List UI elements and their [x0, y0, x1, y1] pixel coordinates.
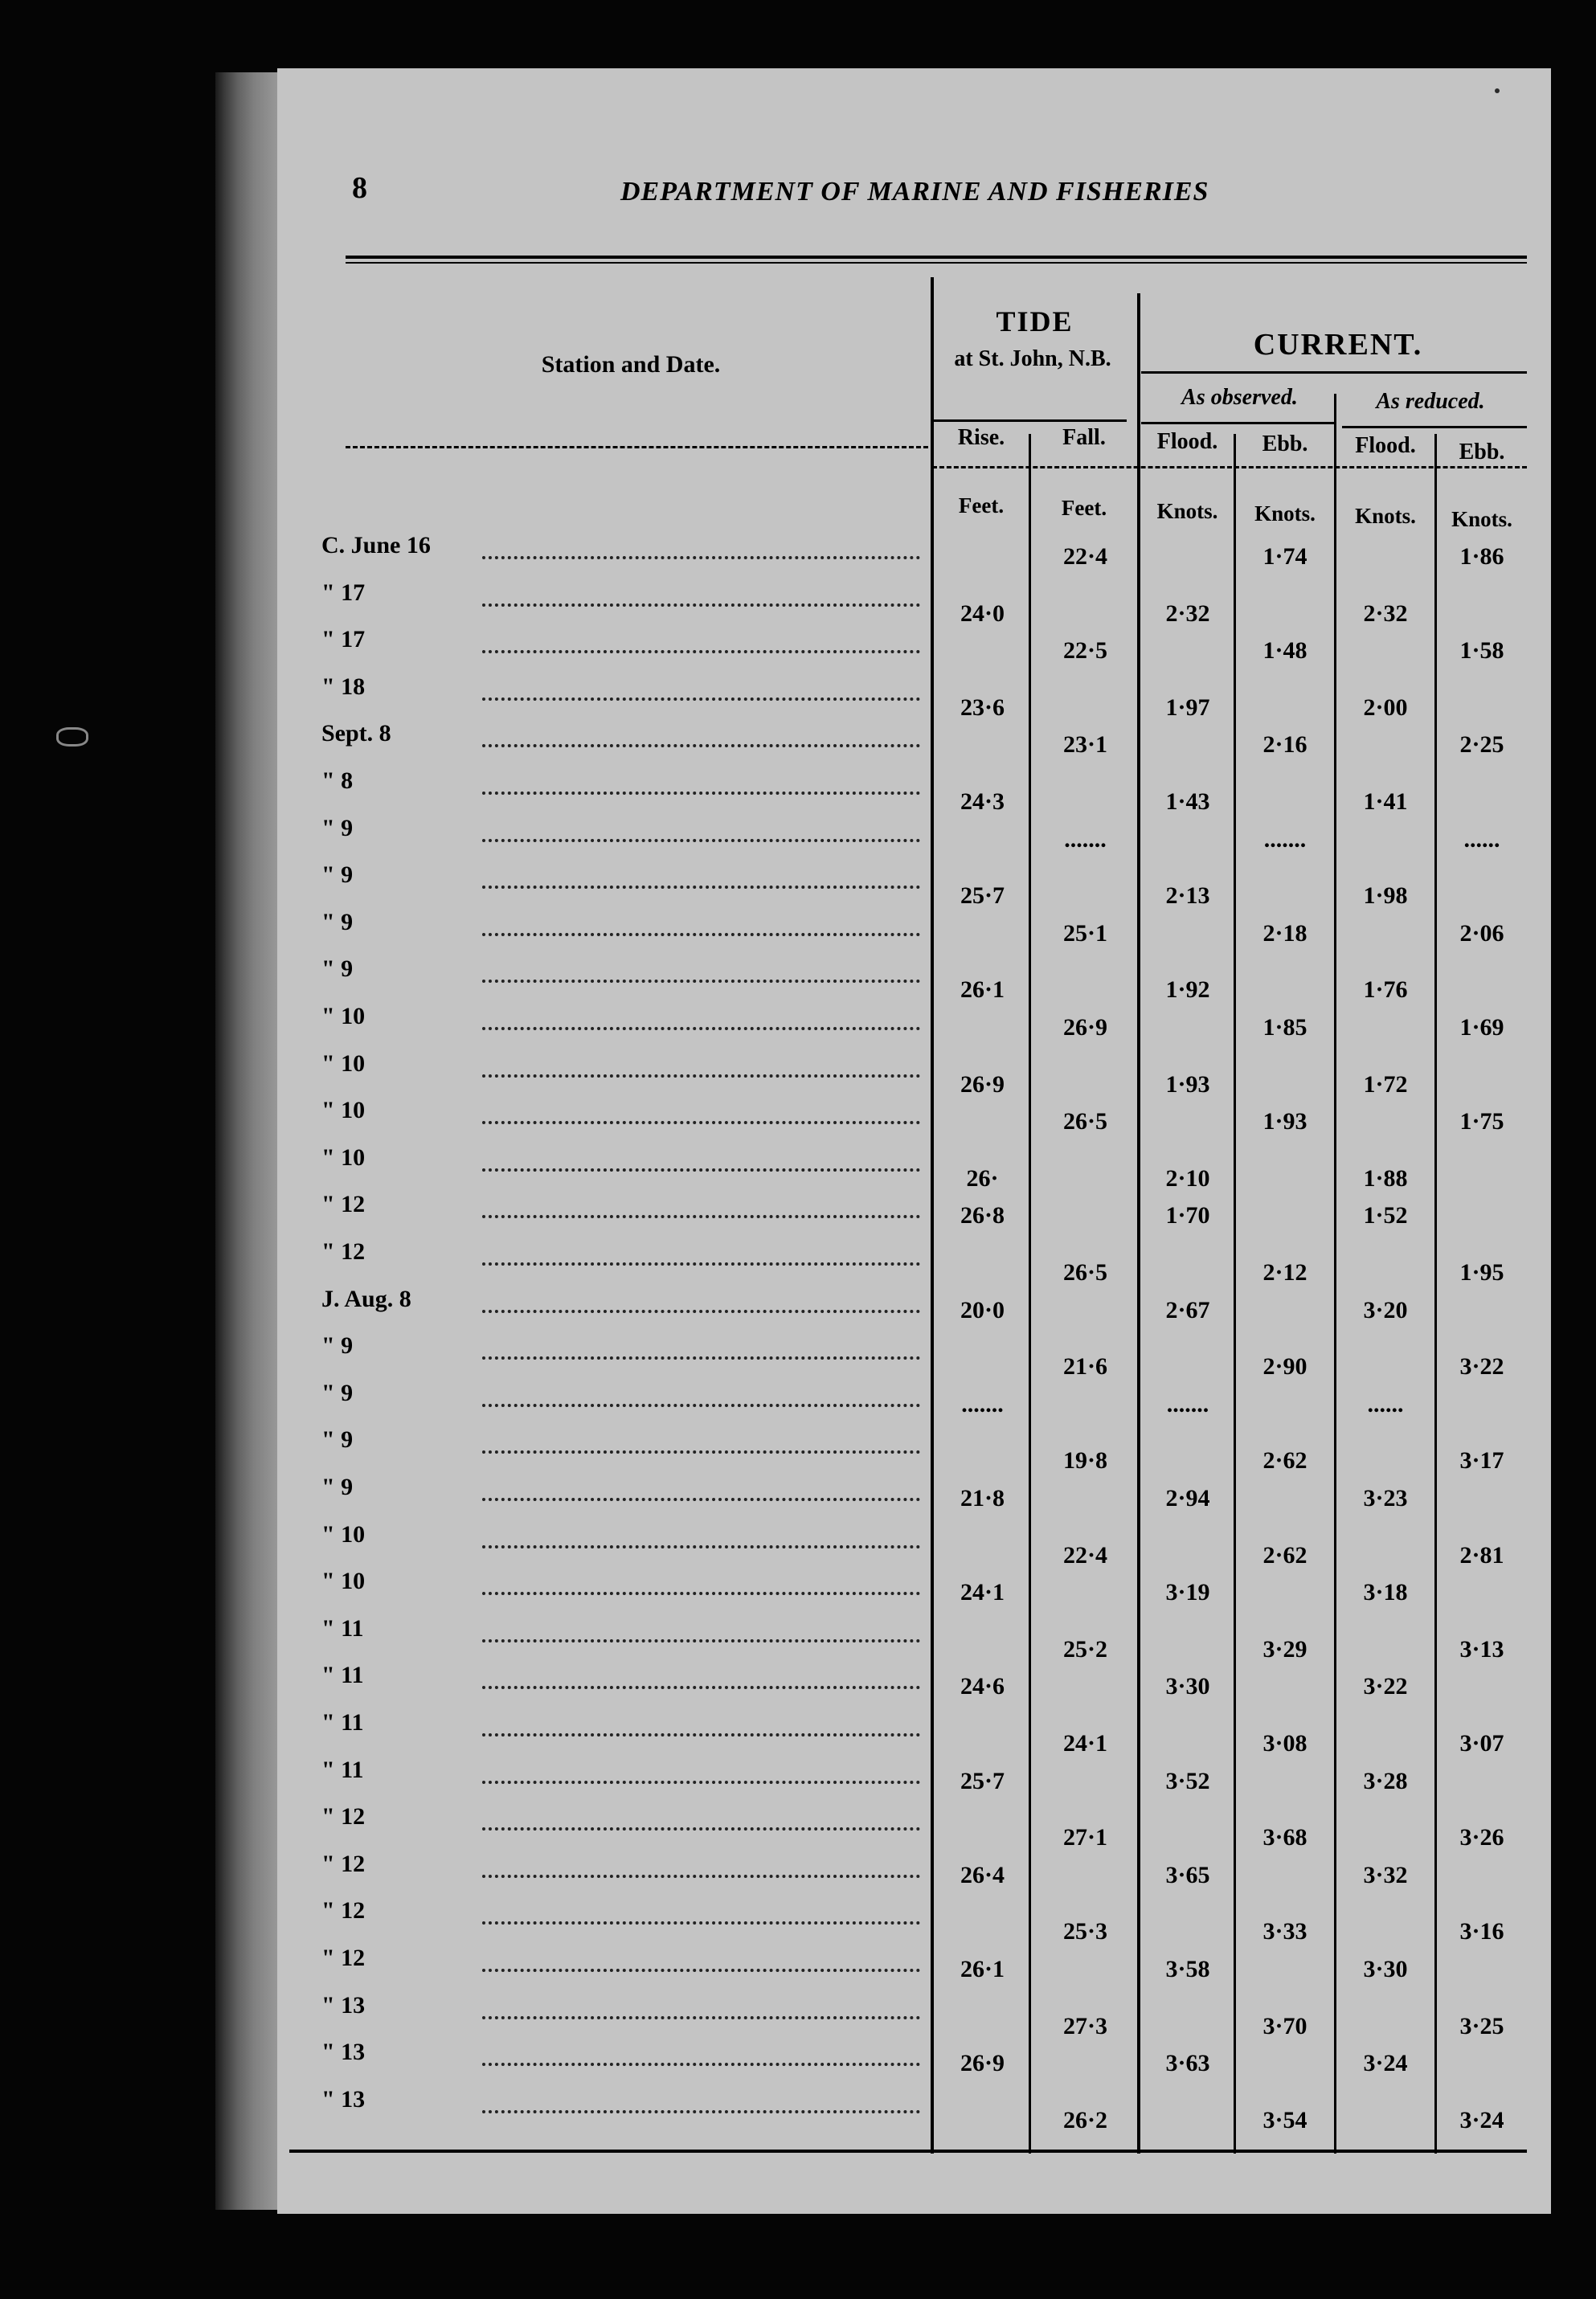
table-row — [0, 1286, 1596, 1332]
ebb-obs-cell: 3·33 — [1262, 1918, 1307, 1945]
station-date-cell: " 12 — [321, 1945, 366, 1971]
dot-leader — [482, 1310, 920, 1313]
flood-red-cell: 3·20 — [1363, 1297, 1408, 1323]
flood-obs-cell: 1·93 — [1165, 1071, 1210, 1098]
station-date-cell: " 9 — [321, 955, 354, 982]
flood-red-cell: 3·22 — [1363, 1673, 1408, 1700]
station-date-cell: " 12 — [321, 1238, 366, 1265]
table-row — [0, 1144, 1596, 1191]
fall-cell: 25·1 — [1062, 920, 1107, 947]
fall-cell: 26·2 — [1062, 2107, 1107, 2133]
table-row — [0, 1426, 1596, 1473]
rise-cell: 26·9 — [960, 1071, 1005, 1098]
table-row — [0, 1803, 1596, 1850]
dot-leader — [482, 2110, 920, 2113]
dot-leader — [482, 1404, 920, 1407]
fall-cell: 22·5 — [1062, 637, 1107, 664]
station-date-cell: C. June 16 — [321, 532, 431, 558]
flood-red-cell: 2·00 — [1363, 694, 1408, 721]
ebb-reduced-header: Ebb. — [1459, 440, 1505, 464]
flood-observed-unit: Knots. — [1156, 499, 1218, 523]
station-date-cell: " 9 — [321, 1332, 354, 1359]
ebb-obs-cell: 1·93 — [1262, 1108, 1307, 1135]
dot-leader — [482, 556, 920, 559]
ebb-obs-cell: 2·62 — [1262, 1447, 1307, 1474]
flood-obs-cell: 3·52 — [1165, 1768, 1210, 1794]
flood-obs-cell: 3·63 — [1165, 2050, 1210, 2076]
dot-leader — [482, 650, 920, 653]
dot-leader — [482, 1121, 920, 1124]
ebb-obs-cell: 1·85 — [1262, 1014, 1307, 1041]
rise-unit: Feet. — [958, 493, 1005, 517]
station-date-cell: " 10 — [321, 1521, 366, 1548]
station-date-cell: " 11 — [321, 1709, 364, 1736]
ebb-obs-cell: 2·12 — [1262, 1259, 1307, 1286]
rise-cell: 26·8 — [960, 1202, 1005, 1229]
ebb-red-cell: 3·16 — [1459, 1918, 1504, 1945]
flood-red-cell: 1·98 — [1363, 882, 1408, 909]
tide-header: TIDE — [996, 305, 1074, 337]
station-date-cell: " 11 — [321, 1662, 364, 1688]
fall-cell: 22·4 — [1062, 1542, 1107, 1569]
flood-obs-cell: 2·13 — [1165, 882, 1210, 909]
table-row — [0, 1568, 1596, 1614]
table-row — [0, 1003, 1596, 1049]
table-row — [0, 955, 1596, 1002]
ebb-red-cell: 1·75 — [1459, 1108, 1504, 1135]
rise-cell: 23·6 — [960, 694, 1005, 721]
flood-red-cell: 1·52 — [1363, 1202, 1408, 1229]
ebb-reduced-unit: Knots. — [1451, 507, 1512, 531]
flood-red-cell: 1·72 — [1363, 1071, 1408, 1098]
rise-cell: 21·8 — [960, 1485, 1005, 1512]
dot-leader — [482, 1639, 920, 1642]
fall-cell: 26·9 — [1062, 1014, 1107, 1041]
station-date-cell: " 12 — [321, 1897, 366, 1924]
dot-leader — [482, 1686, 920, 1689]
station-date-cell: " 10 — [321, 1568, 366, 1594]
fall-cell: 27·1 — [1062, 1824, 1107, 1851]
reduced-underline — [1342, 426, 1527, 428]
fall-cell: 23·1 — [1062, 731, 1107, 758]
fall-cell: 26·5 — [1062, 1259, 1107, 1286]
table-row — [0, 1191, 1596, 1237]
station-date-cell: " 17 — [321, 579, 366, 606]
table-row — [0, 1097, 1596, 1143]
table-row — [0, 626, 1596, 673]
ebb-red-cell: 3·22 — [1459, 1353, 1504, 1380]
ebb-obs-cell: 3·29 — [1262, 1636, 1307, 1663]
fall-cell: 22·4 — [1062, 543, 1107, 570]
dot-leader — [482, 2016, 920, 2019]
ebb-red-cell: 3·07 — [1459, 1730, 1504, 1757]
as-reduced-header: As reduced. — [1376, 389, 1485, 414]
station-date-cell: J. Aug. 8 — [321, 1286, 411, 1312]
ebb-red-cell: 1·86 — [1459, 543, 1504, 570]
dot-leader — [482, 1827, 920, 1831]
table-row — [0, 1709, 1596, 1756]
ebb-red-cell: 3·17 — [1459, 1447, 1504, 1474]
flood-reduced-unit: Knots. — [1355, 504, 1416, 528]
dot-leader — [482, 744, 920, 747]
station-date-header: Station and Date. — [541, 351, 721, 378]
fall-cell: 25·3 — [1062, 1918, 1107, 1945]
dot-leader — [482, 1592, 920, 1595]
flood-obs-cell: 3·58 — [1165, 1956, 1210, 1982]
station-date-cell: " 8 — [321, 767, 354, 794]
table-row — [0, 720, 1596, 767]
table-row — [0, 1332, 1596, 1379]
rise-cell: 26·9 — [960, 2050, 1005, 2076]
station-date-cell: " 13 — [321, 2086, 366, 2113]
station-date-cell: " 12 — [321, 1803, 366, 1830]
ebb-obs-cell: 2·16 — [1262, 731, 1307, 758]
station-date-cell: " 12 — [321, 1191, 366, 1217]
dot-leader — [482, 1215, 920, 1218]
station-date-cell: " 12 — [321, 1851, 366, 1877]
tide-underline — [934, 419, 1127, 422]
rise-cell: 24·0 — [960, 600, 1005, 627]
ebb-obs-cell: 3·08 — [1262, 1730, 1307, 1757]
station-date-cell: " 9 — [321, 1380, 354, 1406]
ebb-red-cell: 2·25 — [1459, 731, 1504, 758]
flood-obs-cell: 2·94 — [1165, 1485, 1210, 1512]
dot-leader — [482, 886, 920, 889]
ebb-red-cell: 3·25 — [1459, 2013, 1504, 2039]
ebb-red-cell: 2·06 — [1459, 920, 1504, 947]
flood-red-cell: ...... — [1367, 1391, 1404, 1417]
ebb-red-cell: 1·95 — [1459, 1259, 1504, 1286]
top-rule — [346, 256, 1527, 259]
table-row — [0, 1238, 1596, 1285]
table-row — [0, 1945, 1596, 1991]
station-date-cell: " 10 — [321, 1097, 366, 1123]
flood-red-cell: 1·41 — [1363, 788, 1408, 815]
ebb-red-cell: 1·69 — [1459, 1014, 1504, 1041]
table-row — [0, 1897, 1596, 1944]
flood-obs-cell: 1·92 — [1165, 976, 1210, 1003]
table-row — [0, 1521, 1596, 1568]
dot-leader — [482, 1027, 920, 1030]
rise-cell: 24·3 — [960, 788, 1005, 815]
dot-leader — [482, 1168, 920, 1172]
scan-speck — [56, 727, 88, 747]
flood-red-cell: 1·88 — [1363, 1165, 1408, 1192]
rise-cell: 25·7 — [960, 1768, 1005, 1794]
table-row — [0, 1662, 1596, 1708]
dot-leader — [482, 1498, 920, 1501]
station-date-cell: " 13 — [321, 2039, 366, 2065]
rise-cell: 25·7 — [960, 882, 1005, 909]
ebb-obs-cell: 2·62 — [1262, 1542, 1307, 1569]
current-underline — [1141, 371, 1527, 374]
flood-obs-cell: 1·43 — [1165, 788, 1210, 815]
page-number: 8 — [352, 171, 367, 205]
flood-obs-cell: 1·97 — [1165, 694, 1210, 721]
fall-cell: 21·6 — [1062, 1353, 1107, 1380]
dot-leader — [482, 1262, 920, 1266]
flood-red-cell: 3·24 — [1363, 2050, 1408, 2076]
rise-header: Rise. — [957, 425, 1005, 450]
station-date-cell: " 9 — [321, 909, 354, 935]
rise-cell: 24·6 — [960, 1673, 1005, 1700]
table-row — [0, 909, 1596, 955]
top-rule-double — [346, 262, 1527, 264]
dot-leader — [482, 1875, 920, 1878]
dot-leader — [482, 933, 920, 936]
fall-cell: 26·5 — [1062, 1108, 1107, 1135]
table-row — [0, 767, 1596, 814]
ebb-red-cell: 3·24 — [1459, 2107, 1504, 2133]
station-date-cell: Sept. 8 — [321, 720, 391, 747]
dot-leader — [482, 697, 920, 701]
dot-leader — [482, 980, 920, 983]
dot-leader — [482, 1356, 920, 1360]
dot-leader — [482, 1781, 920, 1784]
table-row — [0, 1050, 1596, 1097]
table-row — [0, 1380, 1596, 1426]
flood-reduced-header: Flood. — [1355, 433, 1416, 458]
station-date-cell: " 10 — [321, 1003, 366, 1029]
ebb-red-cell: 3·26 — [1459, 1824, 1504, 1851]
table-row — [0, 1474, 1596, 1520]
fall-cell: 24·1 — [1062, 1730, 1107, 1757]
table-row — [0, 579, 1596, 626]
ebb-obs-cell: ....... — [1263, 826, 1307, 853]
flood-red-cell: 3·30 — [1363, 1956, 1408, 1982]
scan-speck — [1495, 88, 1500, 93]
station-date-cell: " 10 — [321, 1050, 366, 1077]
table-row — [0, 1757, 1596, 1803]
dot-leader — [482, 2063, 920, 2066]
rise-cell: 24·1 — [960, 1579, 1005, 1606]
flood-obs-cell: 2·67 — [1165, 1297, 1210, 1323]
table-row — [0, 673, 1596, 720]
flood-red-cell: 1·76 — [1363, 976, 1408, 1003]
flood-red-cell: 3·32 — [1363, 1862, 1408, 1888]
station-date-cell: " 11 — [321, 1615, 364, 1642]
flood-obs-cell: 3·19 — [1165, 1579, 1210, 1606]
current-header: CURRENT. — [1253, 328, 1423, 362]
ebb-red-cell: 3·13 — [1459, 1636, 1504, 1663]
fall-cell: 27·3 — [1062, 2013, 1107, 2039]
rise-cell: ....... — [961, 1391, 1004, 1417]
ebb-obs-cell: 3·68 — [1262, 1824, 1307, 1851]
station-date-cell: " 13 — [321, 1992, 366, 2019]
ebb-red-cell: 2·81 — [1459, 1542, 1504, 1569]
dot-leader — [482, 1921, 920, 1925]
flood-obs-cell: 2·32 — [1165, 600, 1210, 627]
ebb-obs-cell: 3·70 — [1262, 2013, 1307, 2039]
station-date-cell: " 17 — [321, 626, 366, 652]
flood-obs-cell: ....... — [1166, 1391, 1209, 1417]
flood-red-cell: 3·28 — [1363, 1768, 1408, 1794]
station-header-dash — [346, 446, 928, 448]
station-date-cell: " 18 — [321, 673, 366, 700]
station-date-cell: " 9 — [321, 861, 354, 888]
rise-cell: 26·1 — [960, 976, 1005, 1003]
station-date-cell: " 10 — [321, 1144, 366, 1171]
ebb-observed-header: Ebb. — [1262, 432, 1308, 456]
rise-cell: 26·4 — [960, 1862, 1005, 1888]
dot-leader — [482, 603, 920, 607]
station-date-cell: " 9 — [321, 815, 354, 841]
flood-obs-cell: 3·30 — [1165, 1673, 1210, 1700]
dot-leader — [482, 792, 920, 795]
station-date-cell: " 9 — [321, 1474, 354, 1500]
observed-underline — [1141, 422, 1334, 424]
rise-cell: 26·1 — [960, 1956, 1005, 1982]
ebb-obs-cell: 3·54 — [1262, 2107, 1307, 2133]
table-row — [0, 861, 1596, 908]
ebb-obs-cell: 2·18 — [1262, 920, 1307, 947]
ebb-obs-cell: 1·74 — [1262, 543, 1307, 570]
bottom-rule — [289, 2150, 1527, 2153]
subheader-dash — [932, 466, 1527, 468]
flood-red-cell: 2·32 — [1363, 600, 1408, 627]
table-row — [0, 1615, 1596, 1662]
flood-red-cell: 3·18 — [1363, 1579, 1408, 1606]
tide-subheader: at St. John, N.B. — [954, 346, 1111, 371]
dot-leader — [482, 1969, 920, 1972]
dot-leader — [482, 839, 920, 842]
ebb-red-cell: ...... — [1463, 826, 1500, 853]
ebb-red-cell: 1·58 — [1459, 637, 1504, 664]
fall-cell: 25·2 — [1062, 1636, 1107, 1663]
table-row — [0, 2086, 1596, 2133]
flood-obs-cell: 3·65 — [1165, 1862, 1210, 1888]
flood-observed-header: Flood. — [1156, 429, 1218, 454]
fall-unit: Feet. — [1061, 496, 1107, 520]
ebb-obs-cell: 2·90 — [1262, 1353, 1307, 1380]
table-row — [0, 2039, 1596, 2085]
fall-header: Fall. — [1062, 425, 1106, 450]
table-row — [0, 532, 1596, 579]
ebb-observed-unit: Knots. — [1254, 501, 1316, 526]
table-row — [0, 1851, 1596, 1897]
flood-obs-cell: 1·70 — [1165, 1202, 1210, 1229]
station-date-cell: " 11 — [321, 1757, 364, 1783]
station-date-cell: " 9 — [321, 1426, 354, 1453]
dot-leader — [482, 1733, 920, 1737]
page-title: DEPARTMENT OF MARINE AND FISHERIES — [620, 177, 1209, 207]
table-row — [0, 1992, 1596, 2039]
dot-leader — [482, 1450, 920, 1454]
ebb-obs-cell: 1·48 — [1262, 637, 1307, 664]
rise-cell: 20·0 — [960, 1297, 1005, 1323]
fall-cell: ....... — [1064, 826, 1107, 853]
dot-leader — [482, 1074, 920, 1078]
dot-leader — [482, 1545, 920, 1548]
flood-obs-cell: 2·10 — [1165, 1165, 1210, 1192]
table-row — [0, 815, 1596, 861]
fall-cell: 19·8 — [1062, 1447, 1107, 1474]
as-observed-header: As observed. — [1181, 385, 1298, 410]
rise-cell: 26· — [966, 1165, 999, 1192]
flood-red-cell: 3·23 — [1363, 1485, 1408, 1512]
